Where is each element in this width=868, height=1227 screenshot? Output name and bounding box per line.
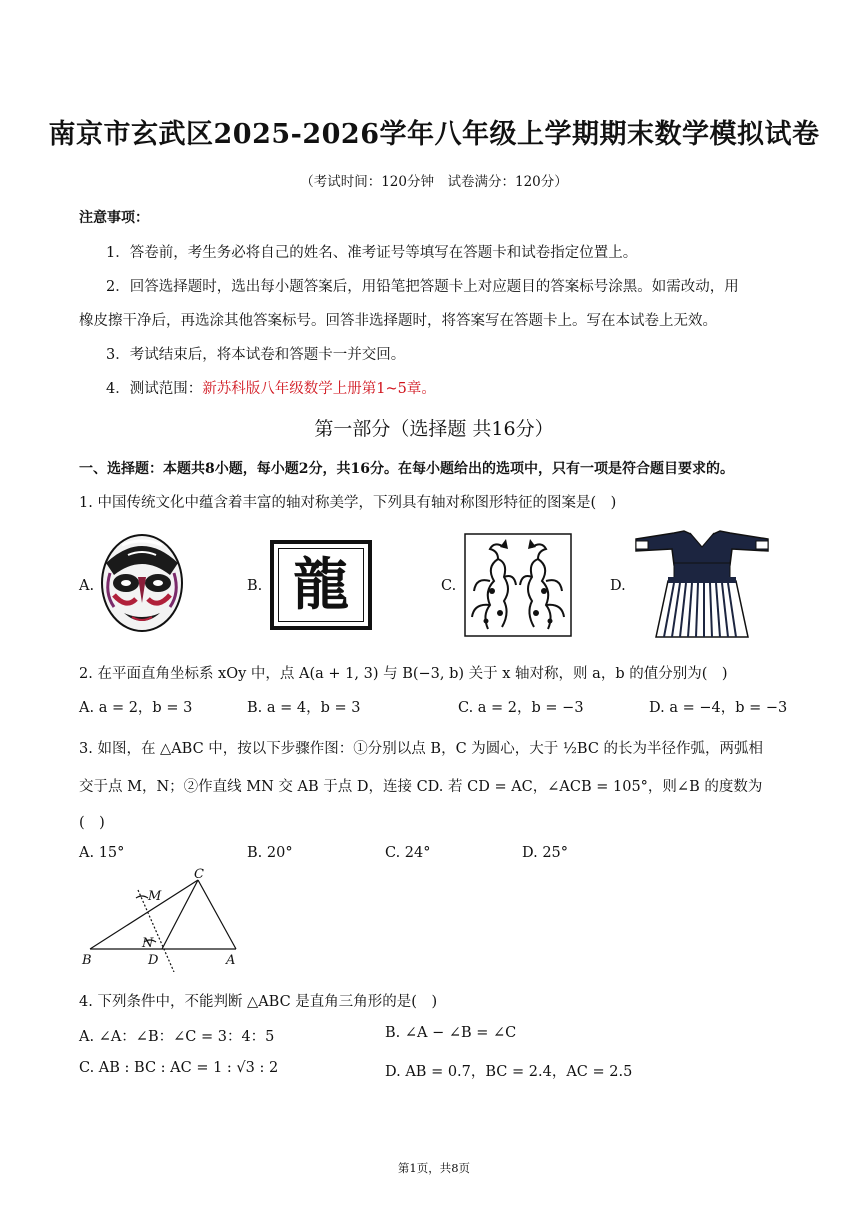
q2-option-b: B. a = 4，b = 3 bbox=[247, 700, 361, 716]
exam-subtitle: （考试时间：120分钟 试卷满分：120分） bbox=[300, 174, 568, 190]
q2-stem: 2. 在平面直角坐标系 xOy 中，点 A(a + 1, 3) 与 B(−3, b) 关于 x 轴对称，则 a，b 的值分别为( ) bbox=[79, 666, 728, 682]
notice-item-2-line-1: 2．回答选择题时，选出每小题答案后，用铅笔把答题卡上对应题目的答案标号涂黑。如需改动，用 bbox=[106, 279, 739, 295]
notice-item-1: 1．答卷前，考生务必将自己的姓名、准考证号等填写在答题卡和试卷指定位置上。 bbox=[106, 245, 638, 261]
notice-item-2-line-2: 橡皮擦干净后，再选涂其他答案标号。回答非选择题时，将答案写在答题卡上。写在本试卷上无效。 bbox=[79, 313, 717, 329]
q2-option-c: C. a = 2，b = −3 bbox=[458, 700, 584, 716]
segment-cd bbox=[162, 880, 198, 949]
q3-stem-line-3: ( ) bbox=[79, 815, 105, 831]
test-range: 新苏科版八年级数学上册第1~5章。 bbox=[202, 381, 436, 397]
q3-option-b: B. 20° bbox=[247, 845, 293, 861]
q3-stem-line-1: 3. 如图，在 △ABC 中，按以下步骤作图：①分别以点 B，C 为圆心，大于 ½BC 的长为半径作弧，两弧相 bbox=[79, 741, 764, 757]
q4-option-b: B. ∠A − ∠B = ∠C bbox=[385, 1025, 517, 1041]
hanfu-garment-image bbox=[634, 529, 770, 641]
segment-ca bbox=[198, 880, 236, 949]
label-d: D bbox=[148, 953, 159, 968]
opera-mask-image bbox=[100, 533, 184, 633]
notice-heading: 注意事项： bbox=[79, 210, 149, 226]
q4-option-d: D. AB = 0.7，BC = 2.4，AC = 2.5 bbox=[385, 1064, 633, 1080]
q1-option-a-label: A. bbox=[79, 578, 95, 594]
part1-intro: 一、选择题：本题共8小题，每小题2分，共16分。在每小题给出的选项中，只有一项是符合题目要求的。 bbox=[79, 461, 734, 477]
exam-title: 南京市玄武区2025-2026学年八年级上学期期末数学模拟试卷 bbox=[48, 119, 820, 150]
label-m: M bbox=[148, 889, 162, 904]
label-n: N bbox=[142, 936, 154, 951]
q3-option-a: A. 15° bbox=[79, 845, 125, 861]
notice-item-4-prefix: 4．测试范围： bbox=[106, 381, 203, 397]
q4-option-a: A. ∠A：∠B：∠C = 3：4：5 bbox=[79, 1029, 275, 1045]
q4-option-c: C. AB : BC : AC = 1 : √3 : 2 bbox=[79, 1060, 279, 1076]
notice-item-4 bbox=[106, 377, 436, 398]
notice-item-3: 3．考试结束后，将本试卷和答题卡一并交回。 bbox=[106, 347, 406, 363]
label-c: C bbox=[194, 868, 204, 882]
page-footer: 第1页，共8页 bbox=[397, 1161, 471, 1175]
q1-stem: 1. 中国传统文化中蕴含着丰富的轴对称美学，下列具有轴对称图形特征的图案是( ) bbox=[79, 495, 617, 511]
phoenix-pair-image bbox=[464, 533, 572, 637]
q3-stem-line-2: 交于点 M，N；②作直线 MN 交 AB 于点 D，连接 CD. 若 CD = AC，∠ACB = 105°，则∠B 的度数为 bbox=[79, 779, 763, 795]
triangle-construction-figure bbox=[78, 868, 248, 972]
q4-stem: 4. 下列条件中，不能判断 △ABC 是直角三角形的是( ) bbox=[79, 994, 438, 1010]
section-title: 第一部分（选择题 共16分） bbox=[314, 418, 554, 440]
q3-option-d: D. 25° bbox=[522, 845, 569, 861]
q1-option-b-label: B. bbox=[247, 578, 263, 594]
q1-option-d-label: D. bbox=[610, 578, 626, 594]
q2-option-d: D. a = −4，b = −3 bbox=[649, 700, 788, 716]
q3-option-c: C. 24° bbox=[385, 845, 431, 861]
q1-option-c-label: C. bbox=[441, 578, 457, 594]
dragon-character: 龍 bbox=[293, 552, 349, 618]
label-b: B bbox=[82, 953, 92, 968]
label-a: A bbox=[226, 953, 236, 968]
dragon-character-box bbox=[270, 540, 372, 630]
q2-option-a: A. a = 2，b = 3 bbox=[79, 700, 193, 716]
